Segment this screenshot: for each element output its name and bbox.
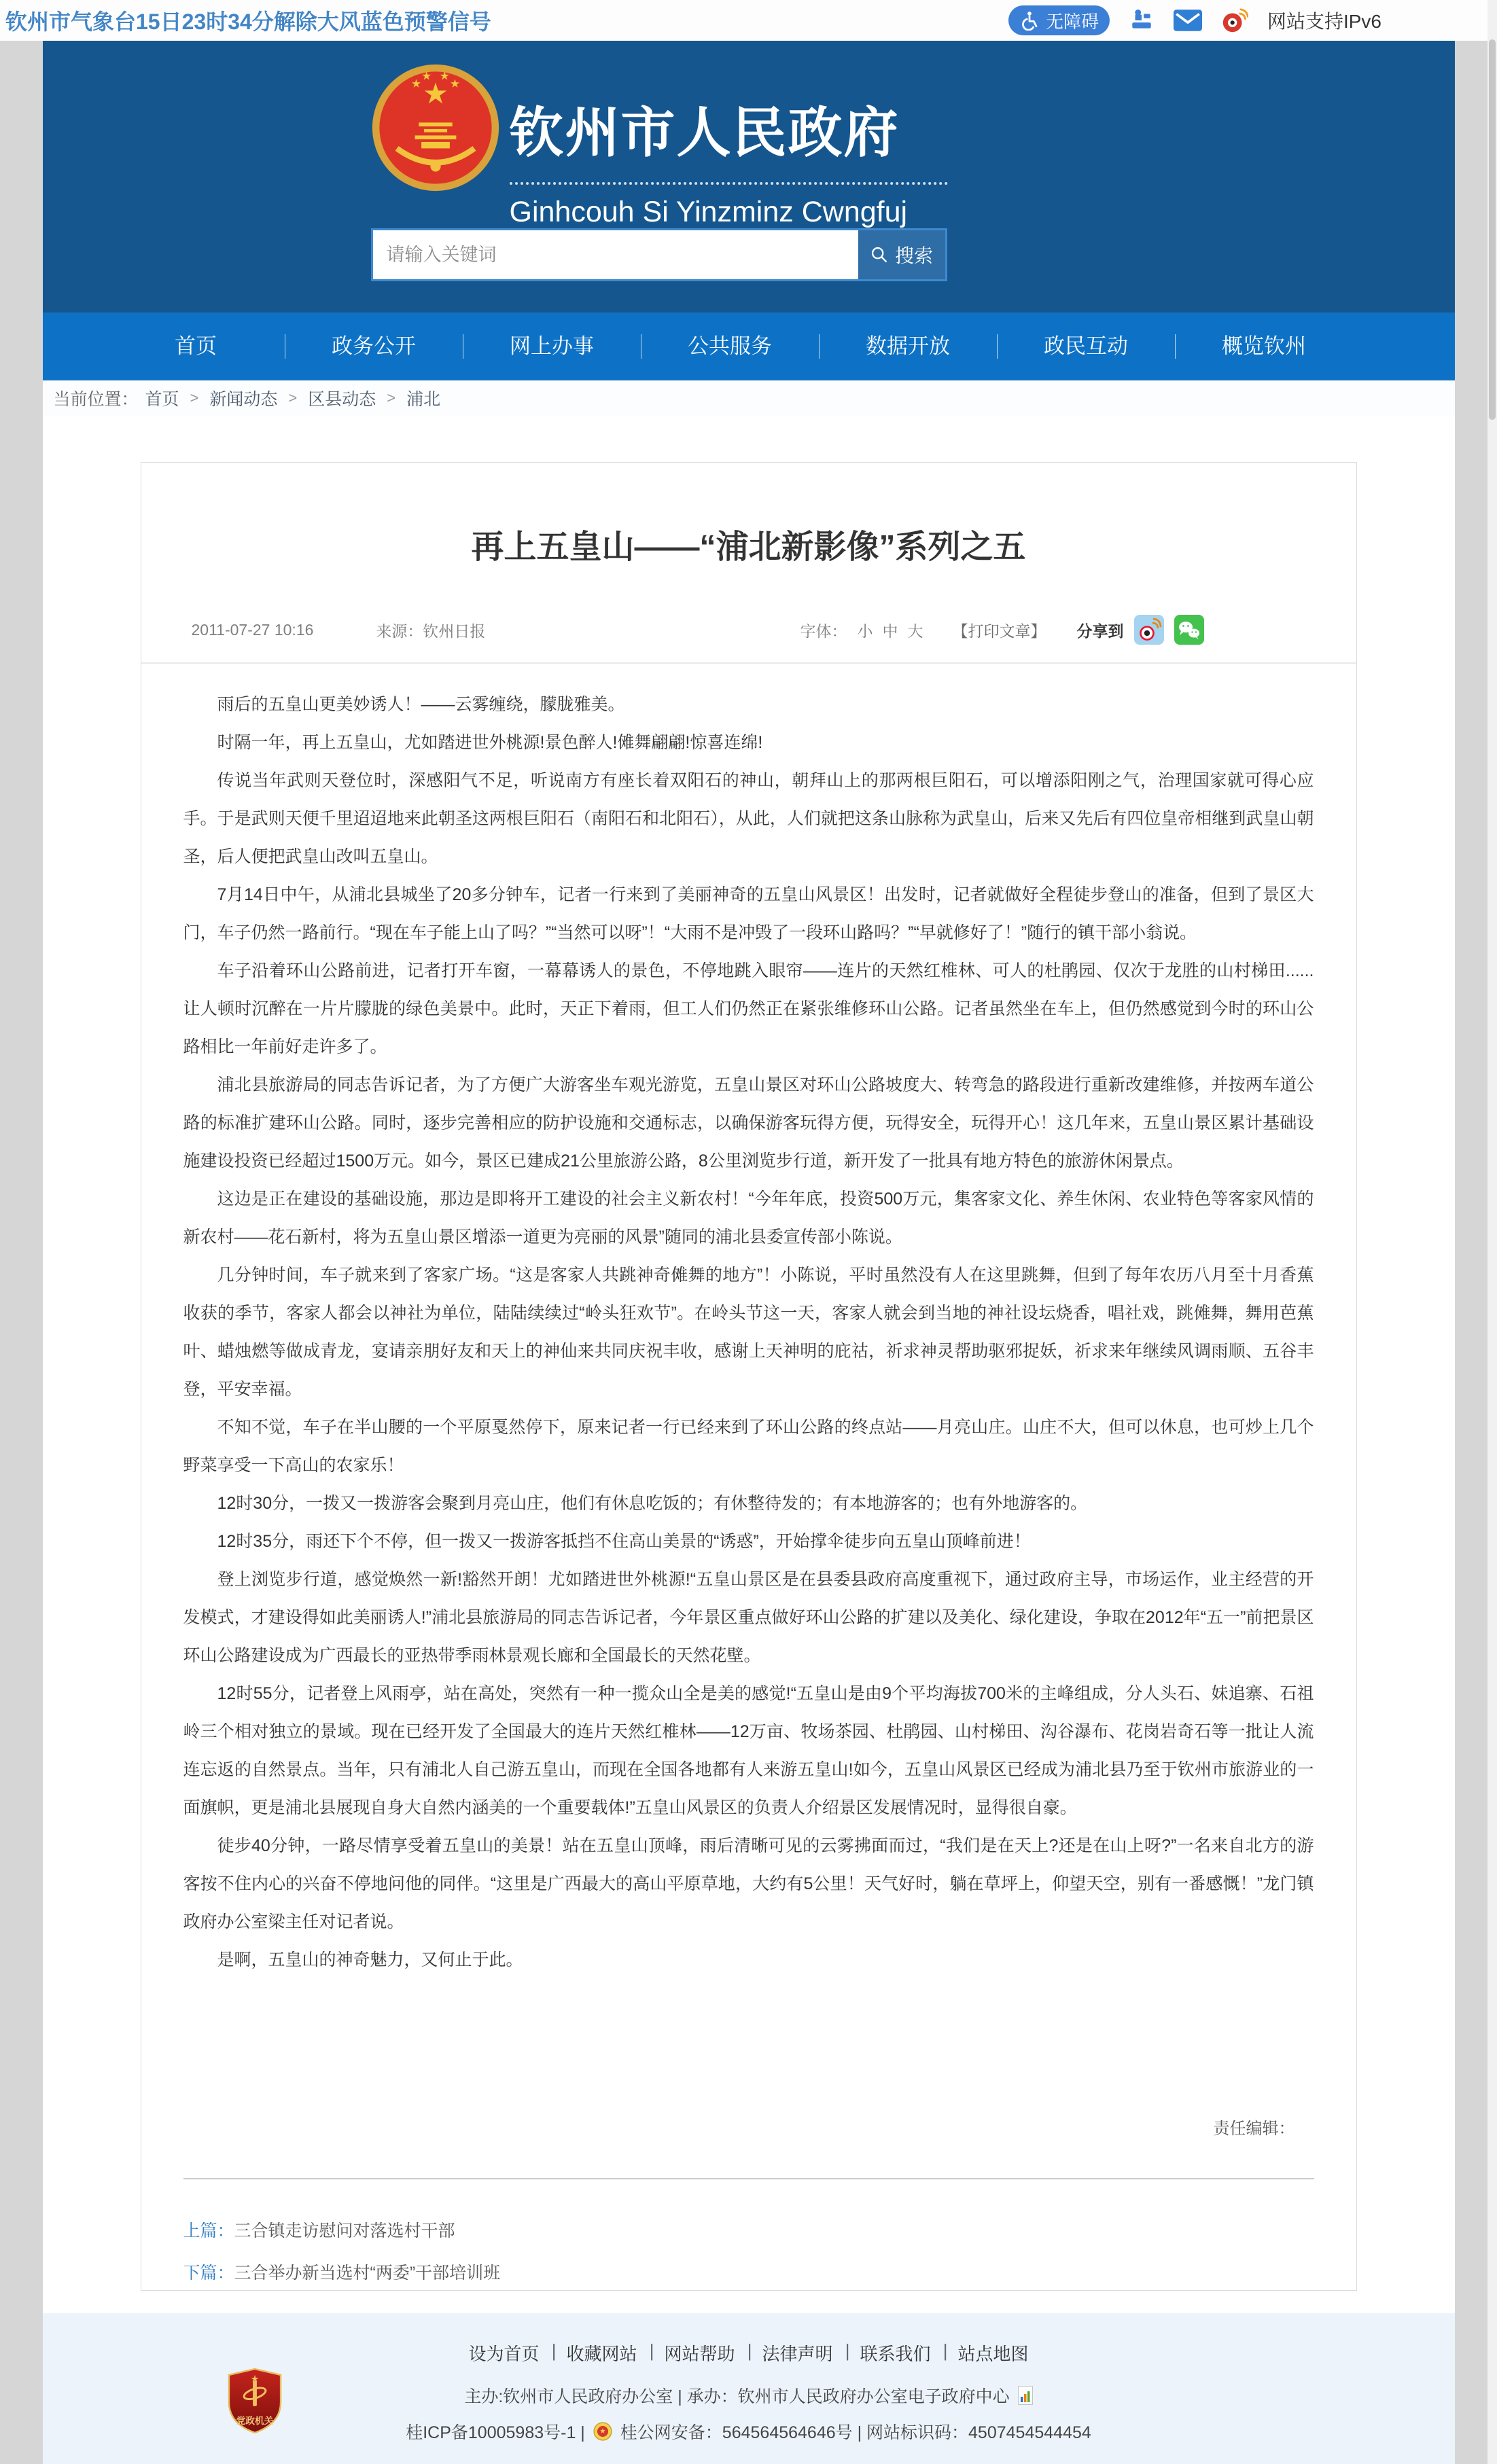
page-column <box>43 41 1455 2464</box>
prev-article-row <box>183 2217 1314 2242</box>
scrollbar-thumb[interactable] <box>1489 39 1496 420</box>
article-date: 2011-07-27 10:16 <box>191 620 314 639</box>
article <box>141 462 1357 2291</box>
accessibility-label: 无障碍 <box>1045 11 1099 32</box>
topbar-right <box>1008 5 1381 35</box>
article-paragraph: 12时55分，记者登上风雨亭，站在高处，突然有一种一揽众山全是美的感觉!“五皇山是由9个平均海拔700米的主峰组成，分人头石、妹追寨、石祖岭三个相对独立的景域。现在已经开发了全国最大的连片天然红椎林——12万亩、牧场茶园、杜鹃园、山村梯田、沟谷瀑布、花岗岩奇石等一批让人流连忘返的自然景点。当年，只有浦北人自己游五皇山，而现在全国各地都有人来游五皇山!如今，五皇山风景区已经成为浦北县乃至于钦州市旅游业的一面旗帜，更是浦北县展现自身大自然内涵美的一个重要载体!”五皇山风景区的负责人介绍景区发展情况时，显得很自豪。 <box>183 1684 1314 1817</box>
party-government-badge <box>226 2368 283 2434</box>
article-paragraph: 雨后的五皇山更美妙诱人！——云雾缠绕，朦胧雅美。 <box>217 695 625 714</box>
ipv6-label: 网站支持IPv6 <box>1267 11 1381 32</box>
article-paragraph: 登上浏览步行道，感觉焕然一新!豁然开朗！尤如踏进世外桃源!“五皇山景区是在县委县政府高度重视下，通过政府主导，市场运作，业主经营的开发模式，才建设得如此美丽诱人!”浦北县旅游局的同志告诉记者，今年景区重点做好环山公路的扩建以及美化、绿化建设，争取在2012年“五一”前把景区环山公路建设成为广西最长的亚热带季雨林景观长廊和全国最长的天然花壁。 <box>183 1570 1314 1665</box>
search-button[interactable] <box>858 230 945 279</box>
wheelchair-icon <box>1019 10 1040 31</box>
prev-article-label[interactable]: 上篇： <box>183 2221 234 2240</box>
article-paragraph: 浦北县旅游局的同志告诉记者，为了方便广大游客坐车观光游览，五皇山景区对环山公路坡度大、转弯急的路段进行重新改建维修，并按两车道公路的标准扩建环山公路。同时，逐步完善相应的防护设施和交通标志，以确保游客玩得方便，玩得安全，玩得开心！这几年来，五皇山景区累计基础设施建设投资已经超过1500万元。如今，景区已建成21公里旅游公路，8公里浏览步行道，新开发了一批具有地方特色的旅游休闲景点。 <box>183 1075 1314 1171</box>
mail-icon[interactable] <box>1174 10 1202 31</box>
footer-link[interactable]: 网站帮助 | <box>650 2340 748 2365</box>
footer-links <box>43 2313 1455 2365</box>
stamp-icon[interactable] <box>1129 7 1155 33</box>
next-article-link[interactable]: 三合举办新当选村“两委”干部培训班 <box>234 2264 501 2283</box>
article-title: 再上五皇山——“浦北新影像”系列之五 <box>471 529 1026 565</box>
font-size-option[interactable]: 中 <box>882 622 898 640</box>
article-paragraph: 徒步40分钟，一路尽情享受着五皇山的美景！站在五皇山顶峰，雨后清晰可见的云雾拂面而过，“我们是在天上?还是在山上呀?”一名来自北方的游客按不住内心的兴奋不停地问他的同伴。“这里是广西最大的高山平原草地，大约有5公里！天气好时，躺在草坪上，仰望天空，别有一番感慨！”龙门镇政府办公室梁主任对记者说。 <box>183 1836 1314 1931</box>
national-emblem-icon <box>371 63 500 192</box>
police-badge-icon <box>593 2421 612 2442</box>
badge-text: 党政机关 <box>236 2416 273 2427</box>
font-size-option[interactable]: 小 <box>857 622 873 640</box>
nav-item[interactable]: 首页 <box>107 334 285 359</box>
accessibility-button[interactable] <box>1008 5 1110 35</box>
main-nav <box>43 313 1455 380</box>
footer-link[interactable]: 联系我们 | <box>847 2340 945 2365</box>
article-paragraph: 车子沿着环山公路前进，记者打开车窗，一幕幕诱人的景色，不停地跳入眼帘——连片的天然红椎林、可人的杜鹃园、仅次于龙胜的山村梯田......让人顿时沉醉在一片片朦胧的绿色美景中。此时，天正下着雨，但工人们仍然正在紧张维修环山公路。记者虽然坐在车上，但仍然感觉到今时的环山公路相比一年前好走许多了。 <box>183 961 1314 1056</box>
share-wechat-icon[interactable] <box>1174 615 1204 645</box>
topbar <box>0 0 1497 41</box>
nav-item[interactable]: 数据开放 <box>820 334 998 359</box>
article-paragraph: 12时35分，雨还下个不停，但一拨又一拨游客抵挡不住高山美景的“诱惑”，开始撑伞徒步向五皇山顶峰前进！ <box>217 1532 1031 1551</box>
footer <box>43 2313 1455 2464</box>
breadcrumb <box>43 380 1455 416</box>
scrollbar[interactable] <box>1487 0 1497 2464</box>
breadcrumb-links <box>145 386 441 410</box>
footer-security: 桂公网安备：564564564646号 | 网站标识码：4507454544454 <box>620 2423 1091 2442</box>
title-divider <box>510 182 948 185</box>
nav-item[interactable]: 政务公开 <box>285 334 463 359</box>
font-size-option[interactable]: 大 <box>907 622 923 640</box>
article-meta-right <box>800 615 1204 645</box>
meta-divider <box>141 662 1356 664</box>
breadcrumb-link[interactable]: > 浦北 <box>376 386 440 410</box>
font-size-label: 字体： <box>800 622 847 640</box>
nav-item[interactable]: 网上办事 <box>463 334 641 359</box>
share-label: 分享到 <box>1076 622 1124 640</box>
breadcrumb-link[interactable]: 首页 <box>145 390 179 409</box>
footer-link[interactable]: 站点地图 <box>957 2344 1029 2364</box>
search-input[interactable] <box>373 230 858 279</box>
cnzz-stats-icon[interactable] <box>1018 2386 1033 2405</box>
logo-row <box>371 63 948 229</box>
nav-item[interactable]: 概览钦州 <box>1222 334 1306 358</box>
nav-item[interactable]: 政民互动 <box>998 334 1176 359</box>
footer-link[interactable]: 法律声明 | <box>749 2340 847 2365</box>
editor-label: 责任编辑： <box>1213 2120 1295 2138</box>
article-paragraph: 不知不觉，车子在半山腰的一个平原戛然停下，原来记者一行已经来到了环山公路的终点站——月亮山庄。山庄不大，但可以休息，也可炒上几个野菜享受一下高山的农家乐！ <box>183 1418 1314 1475</box>
print-button[interactable]: 【打印文章】 <box>952 622 1046 640</box>
article-paragraph: 这边是正在建设的基础设施，那边是即将开工建设的社会主义新农村！“今年年底，投资500万元，集客家文化、养生休闲、农业特色等客家风情的新农村——花石新村，将为五皇山景区增添一道更为亮丽的风景”随同的浦北县委宣传部小陈说。 <box>183 1190 1314 1247</box>
prev-article-link[interactable]: 三合镇走访慰问对落选村干部 <box>234 2221 455 2240</box>
article-paragraph: 几分钟时间，车子就来到了客家广场。“这是客家人共跳神奇傩舞的地方”！小陈说，平时虽然没有人在这里跳舞，但到了每年农历八月至十月香蕉收获的季节，客家人都会以神社为单位，陆陆续续过“岭头狂欢节”。在岭头节这一天，客家人就会到当地的神社设坛烧香，唱社戏，跳傩舞，舞用芭蕉叶、蜡烛燃等做成青龙，宴请亲朋好友和天上的神仙来共同庆祝丰收，感谢上天神明的庇祜，祈求神灵帮助驱邪捉妖，祈求来年继续风调雨顺、五谷丰登，平安幸福。 <box>183 1266 1314 1399</box>
article-paragraph: 传说当年武则天登位时，深感阳气不足，听说南方有座长着双阳石的神山，朝拜山上的那两根巨阳石，可以增添阳刚之气，治理国家就可得心应手。于是武则天便千里迢迢地来此朝圣这两根巨阳石（南阳石和北阳石），从此，人们就把这条山脉称为武皇山，后来又先后有四位皇帝相继到武皇山朝圣，后人便把武皇山改叫五皇山。 <box>183 771 1314 866</box>
weibo-icon[interactable] <box>1221 7 1248 34</box>
footer-icp: 桂ICP备10005983号-1 | <box>406 2423 585 2442</box>
breadcrumb-link[interactable]: > 区县动态 <box>277 386 376 410</box>
site-subtitle: Ginhcouh Si Yinzminz Cwngfuj <box>509 196 908 228</box>
search-button-label: 搜索 <box>894 245 933 266</box>
article-body <box>183 685 1314 2055</box>
article-paragraph: 7月14日中午，从浦北县城坐了20多分钟车，记者一行来到了美丽神奇的五皇山风景区！出发时，记者就做好全程徒步登山的准备，但到了景区大门，车子仍然一路前行。“现在车子能上山了吗？”“当然可以呀”！“大雨不是冲毁了一段环山路吗？”“早就修好了！”随行的镇干部小翁说。 <box>183 885 1314 942</box>
main-content <box>43 416 1455 2313</box>
next-article-row <box>183 2260 1314 2284</box>
breadcrumb-link[interactable]: > 新闻动态 <box>179 386 278 410</box>
article-paragraph: 12时30分，一拨又一拨游客会聚到月亮山庄，他们有休息吃饭的；有休整待发的；有本地游客的；也有外地游客的。 <box>217 1494 1088 1513</box>
site-title: 钦州市人民政府 <box>509 103 900 163</box>
article-source: 来源：钦州日报 <box>376 622 486 640</box>
article-bottom-divider <box>183 2178 1314 2179</box>
article-meta-left <box>192 619 486 641</box>
font-size-options <box>858 619 923 641</box>
next-article-label[interactable]: 下篇： <box>183 2264 234 2283</box>
weather-alert: 钦州市气象台15日23时34分解除大风蓝色预警信号 <box>5 10 491 34</box>
search-icon <box>870 245 889 264</box>
footer-link[interactable]: 收藏网站 | <box>552 2340 650 2365</box>
footer-link[interactable]: 设为首页 | <box>455 2340 552 2365</box>
site-header <box>43 41 1455 313</box>
article-paragraph: 时隔一年，再上五皇山，尤如踏进世外桃源!景色醉人!傩舞翩翩!惊喜连绵! <box>217 733 763 752</box>
article-meta <box>183 615 1314 645</box>
site-titles <box>510 89 948 229</box>
search-bar <box>371 228 947 281</box>
breadcrumb-label: 当前位置： <box>53 390 139 409</box>
footer-organizer: 主办:钦州市人民政府办公室 | 承办：钦州市人民政府办公室电子政府中心 <box>464 2387 1010 2406</box>
share-weibo-icon[interactable] <box>1134 615 1164 645</box>
article-paragraph: 是啊，五皇山的神奇魅力，又何止于此。 <box>217 1950 523 1969</box>
nav-item[interactable]: 公共服务 <box>641 334 820 359</box>
